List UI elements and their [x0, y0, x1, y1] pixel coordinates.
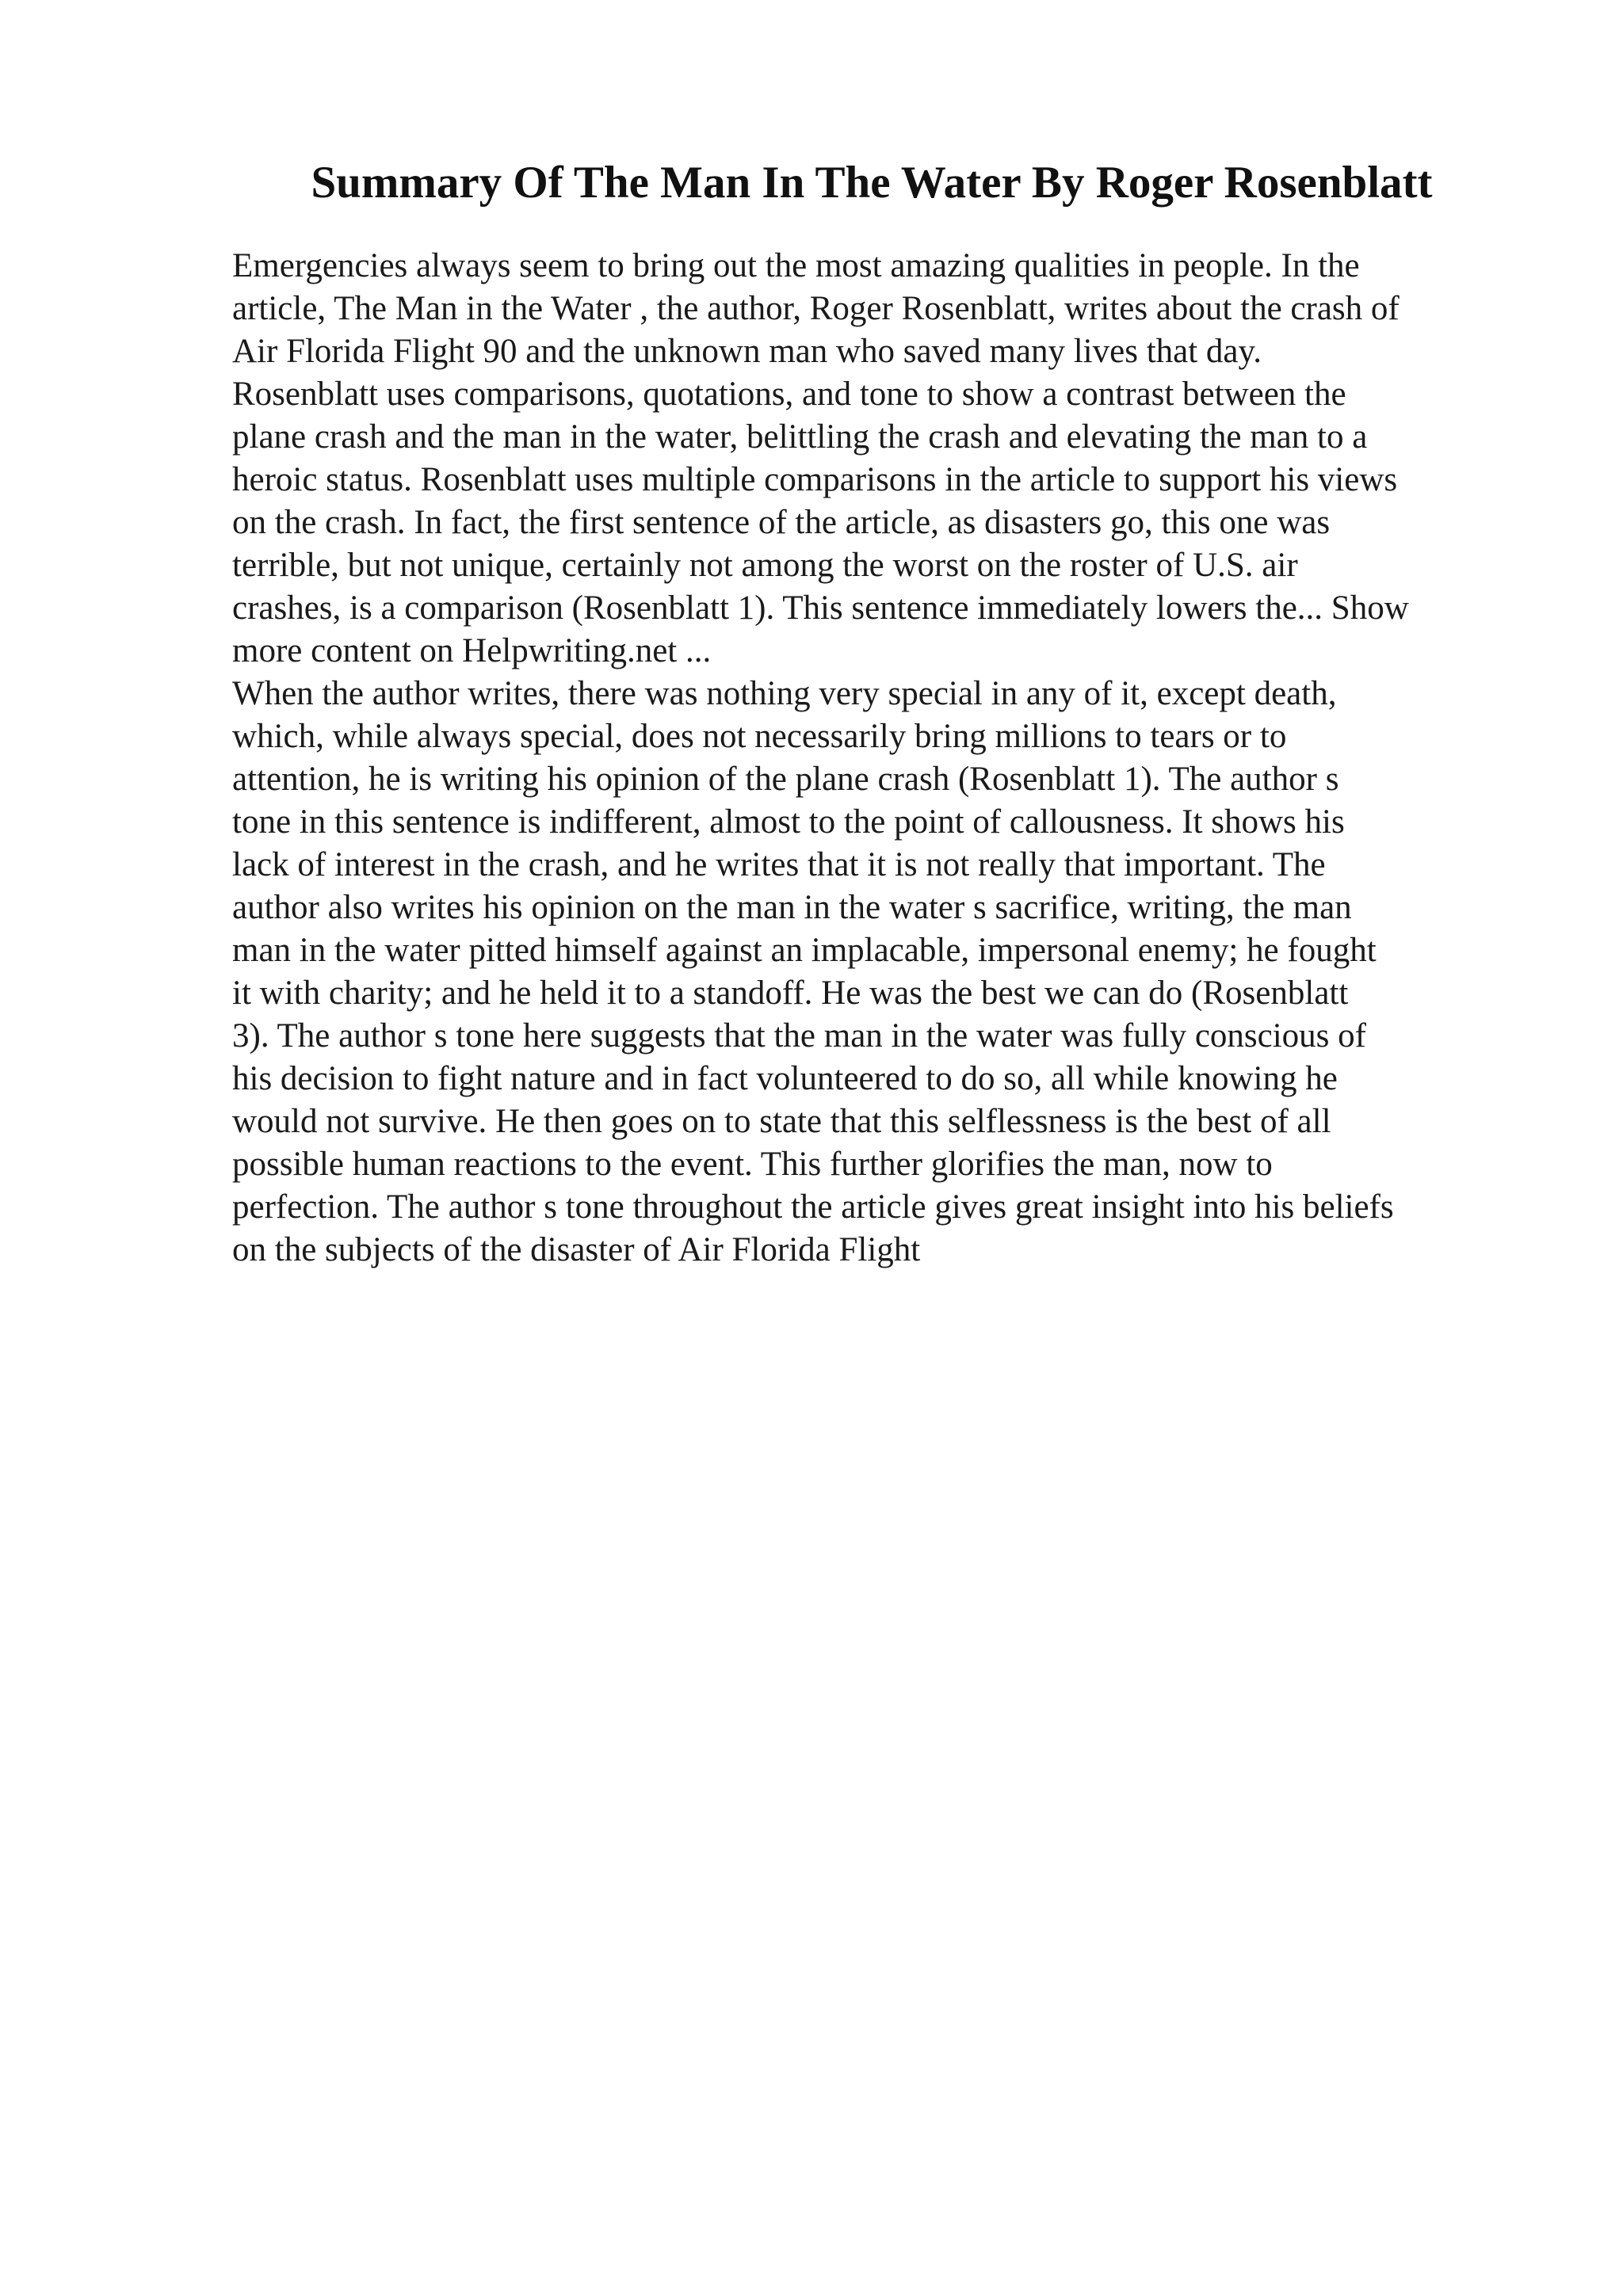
text-line: crashes, is a comparison (Rosenblatt 1). This sentence immediately lowers the... Show — [232, 589, 1409, 627]
text-line: article, The Man in the Water , the author, Roger Rosenblatt, writes about the crash of — [232, 290, 1400, 327]
text-line: Air Florida Flight 90 and the unknown man who saved many lives that day. — [232, 333, 1262, 370]
body-text — [232, 245, 1548, 1272]
text-line: possible human reactions to the event. This further glorifies the man, now to — [232, 1146, 1273, 1183]
text-line: tone in this sentence is indifferent, almost to the point of callousness. It shows his — [232, 803, 1345, 841]
text-line: attention, he is writing his opinion of the plane crash (Rosenblatt 1). The author s — [232, 761, 1339, 798]
text-line: on the subjects of the disaster of Air Florida Flight — [232, 1231, 921, 1268]
text-line: which, while always special, does not necessarily bring millions to tears or to — [232, 718, 1287, 755]
page-title: Summary Of The Man In The Water By Roger Rosenblatt — [311, 158, 1433, 208]
text-line: Emergencies always seem to bring out the most amazing qualities in people. In the — [232, 247, 1360, 284]
text-line: his decision to fight nature and in fact volunteered to do so, all while knowing he — [232, 1060, 1338, 1097]
text-line: plane crash and the man in the water, belittling the crash and elevating the man to a — [232, 418, 1368, 456]
text-line: more content on Helpwriting.net ... — [232, 632, 712, 669]
text-line: 3). The author s tone here suggests that the man in the water was fully conscious of — [232, 1017, 1366, 1055]
text-line: heroic status. Rosenblatt uses multiple comparisons in the article to support his views — [232, 461, 1398, 498]
text-line: When the author writes, there was nothing very special in any of it, except death, — [232, 675, 1337, 712]
text-line: lack of interest in the crash, and he writes that it is not really that important. The — [232, 846, 1326, 883]
text-line: author also writes his opinion on the man in the water s sacrifice, writing, the man — [232, 889, 1352, 926]
text-line: terrible, but not unique, certainly not among the worst on the roster of U.S. air — [232, 547, 1298, 584]
text-line: would not survive. He then goes on to state that this selflessness is the best of all — [232, 1103, 1331, 1140]
text-line: perfection. The author s tone throughout the article gives great insight into his beliefs — [232, 1188, 1394, 1226]
text-line: on the crash. In fact, the first sentence of the article, as disasters go, this one was — [232, 504, 1331, 541]
text-line: Rosenblatt uses comparisons, quotations, and tone to show a contrast between the — [232, 376, 1346, 413]
text-line: it with charity; and he held it to a standoff. He was the best we can do (Rosenblatt — [232, 974, 1349, 1012]
text-line: man in the water pitted himself against an implacable, impersonal enemy; he fought — [232, 932, 1377, 969]
